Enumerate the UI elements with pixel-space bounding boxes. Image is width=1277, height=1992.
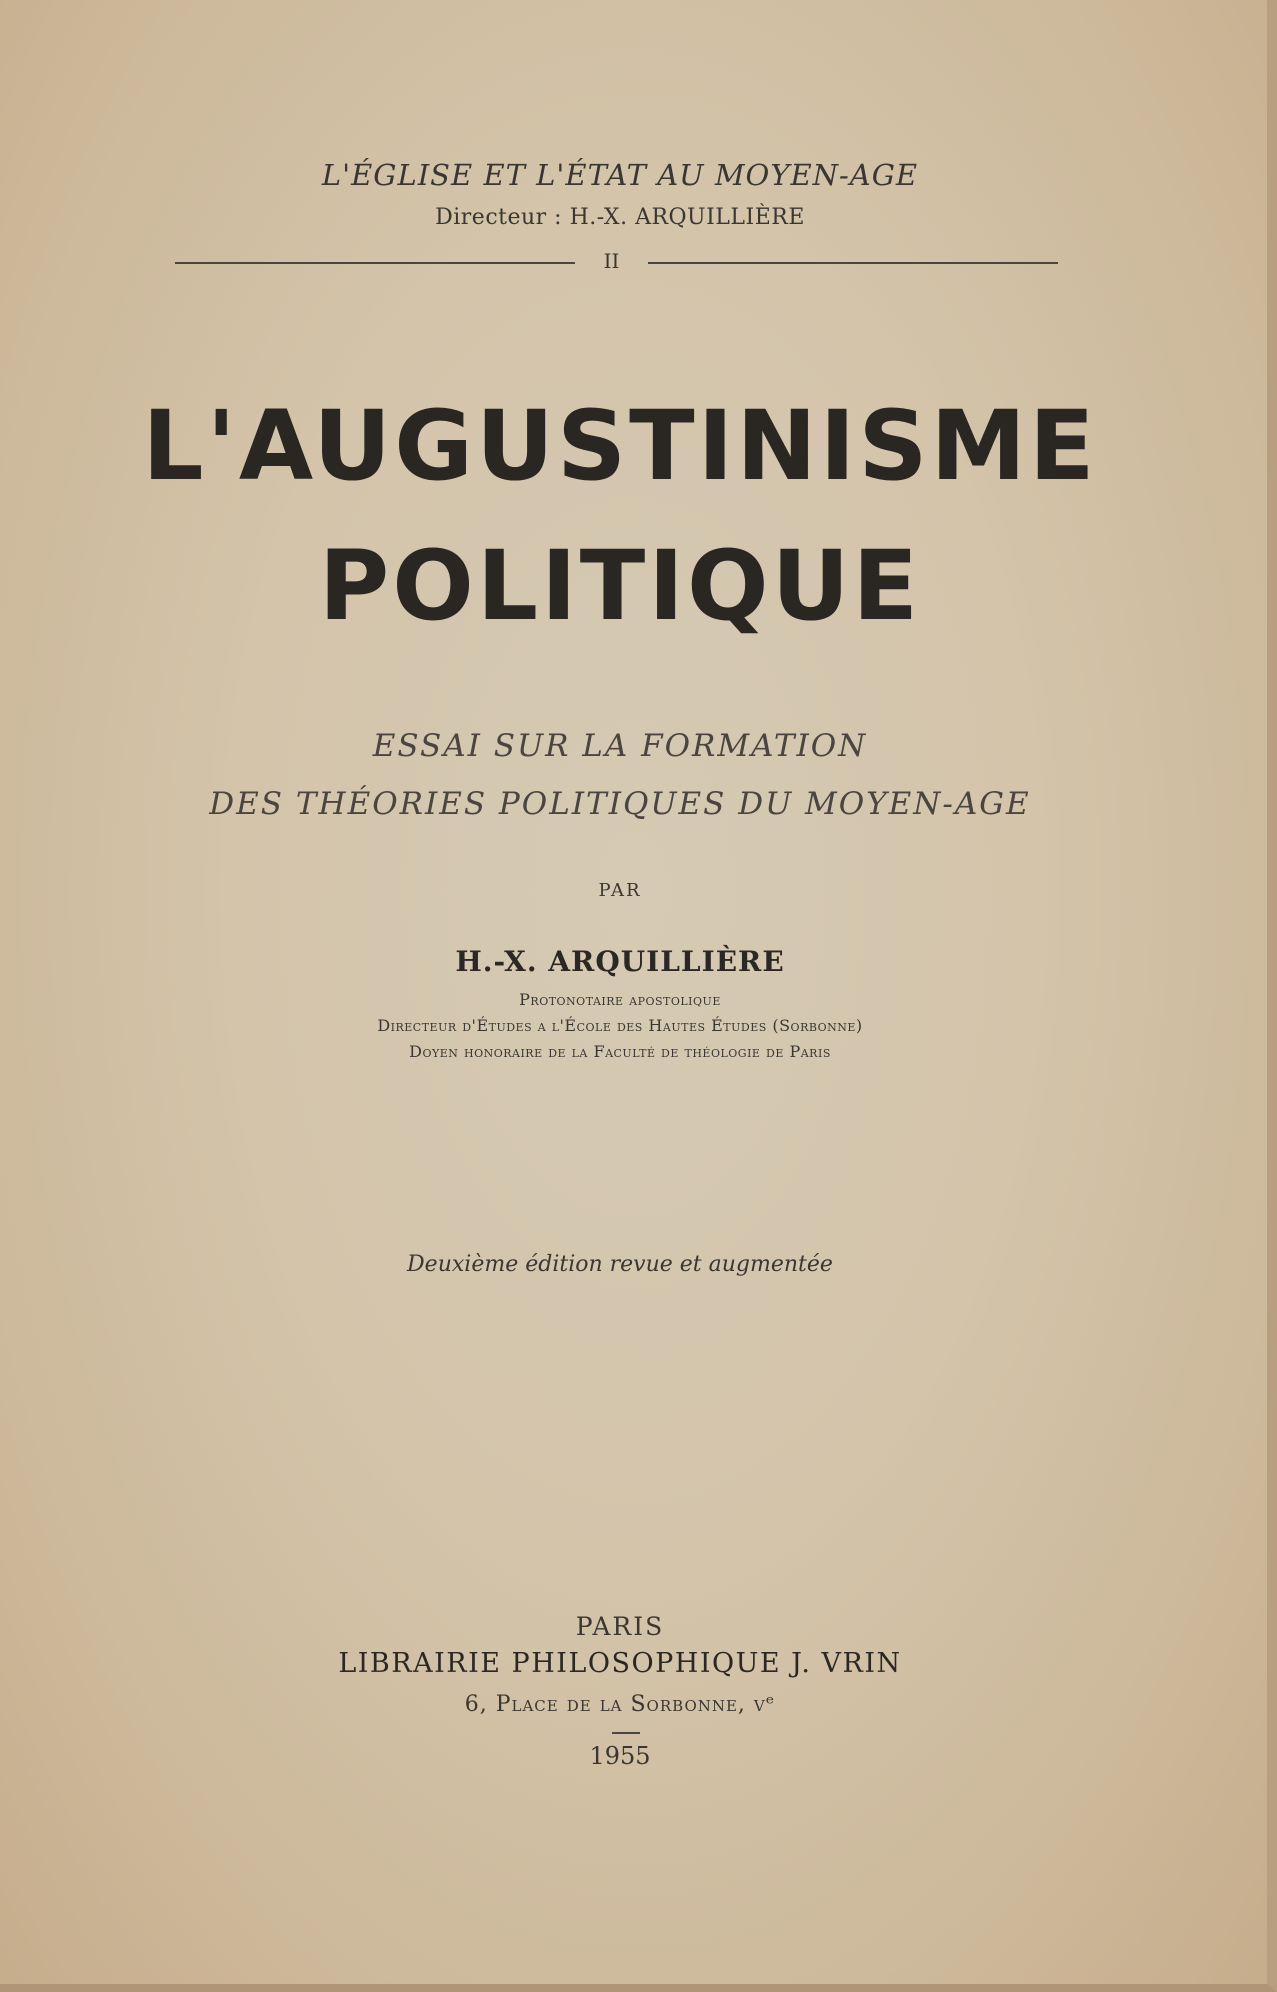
series-rule-right <box>648 262 1058 264</box>
book-title-line-2: POLITIQUE <box>318 530 922 642</box>
series-title: L'ÉGLISE ET L'ÉTAT AU MOYEN-AGE <box>321 158 919 192</box>
publisher-name: LIBRAIRIE PHILOSOPHIQUE J. VRIN <box>338 1648 902 1679</box>
volume-number: II <box>603 249 620 273</box>
series-director: Directeur : H.-X. ARQUILLIÈRE <box>435 205 805 230</box>
publisher-city: PARIS <box>575 1612 665 1641</box>
publication-year: 1955 <box>589 1742 651 1770</box>
publisher-divider <box>612 1732 640 1734</box>
series-rule-left <box>175 262 575 264</box>
publisher-address: 6, Place de la Sorbonne, vᵉ <box>464 1692 776 1717</box>
book-title-line-1: L'AUGUSTINISME <box>142 390 1098 502</box>
author-credential: Protonotaire apostolique <box>519 990 721 1009</box>
author-credential: Doyen honoraire de la Faculté de théologie de Paris <box>409 1042 831 1061</box>
author-name: H.-X. ARQUILLIÈRE <box>455 945 785 978</box>
subtitle-line-2: DES THÉORIES POLITIQUES DU MOYEN-AGE <box>209 786 1031 822</box>
by-label: PAR <box>598 880 642 901</box>
subtitle-line-1: ESSAI SUR LA FORMATION <box>372 728 868 764</box>
author-credential: Directeur d'Études a l'École des Hautes Études (Sorbonne) <box>377 1016 863 1035</box>
edition-note: Deuxième édition revue et augmentée <box>407 1252 833 1277</box>
